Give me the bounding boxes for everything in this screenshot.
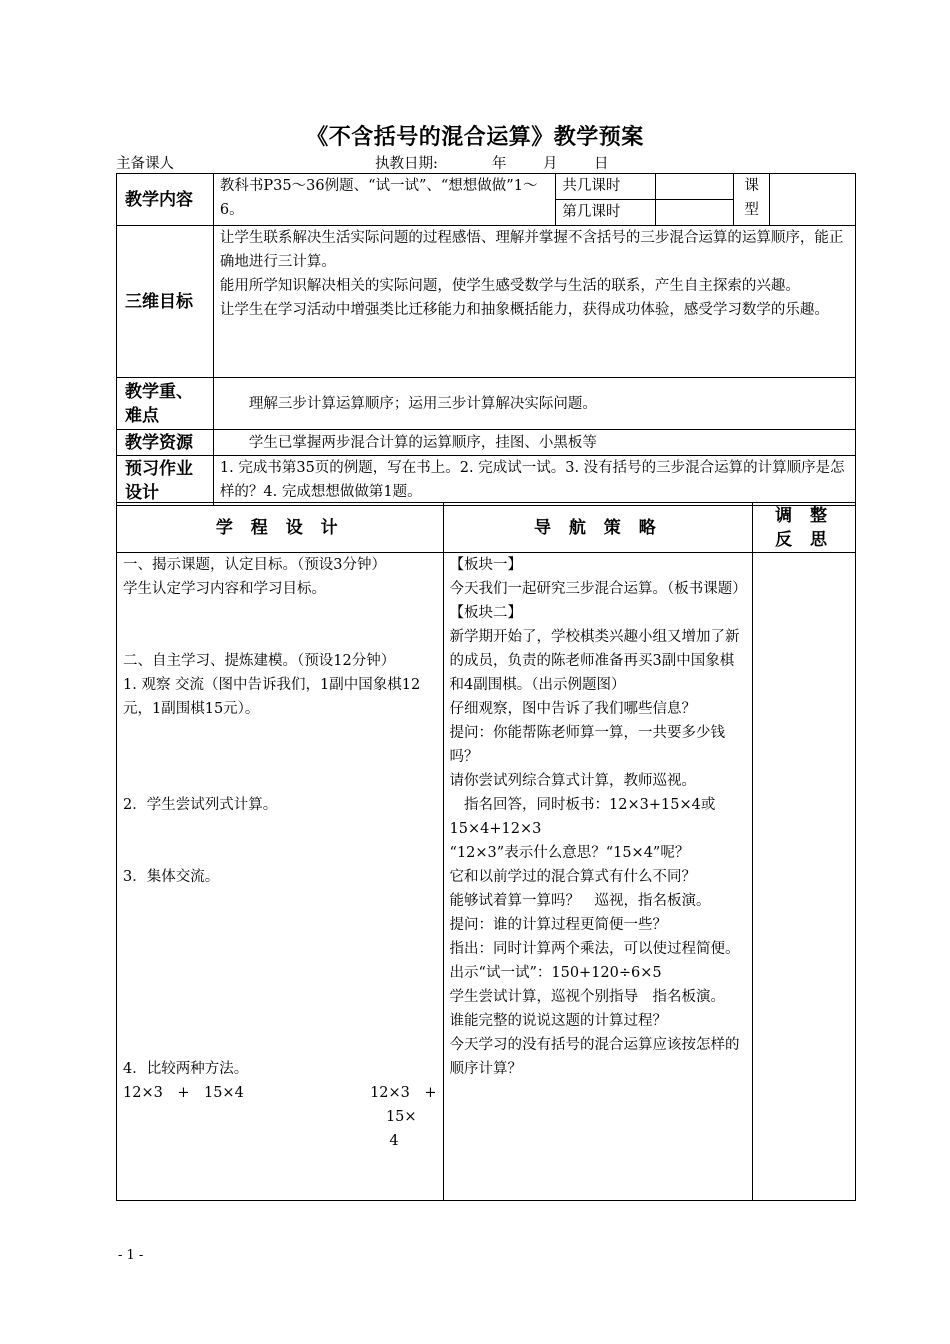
page-title: 《不含括号的混合运算》教学预案	[306, 124, 644, 150]
strategy-line: 【板块一】	[449, 557, 523, 573]
compare-right-3: 4	[389, 1133, 399, 1149]
strategy-line: 指名回答，同时板书：12×3+15×4或15×4+12×3	[449, 797, 716, 837]
key-label: 教学重、难点	[117, 378, 214, 430]
reflection-header-1: 调 整	[775, 505, 834, 526]
goals-label: 三维目标	[117, 226, 214, 378]
strategy-line: 出示“试一试”：150+120÷6×5	[449, 965, 662, 981]
compare-right-2: 15×	[385, 1109, 417, 1125]
process-table	[116, 502, 856, 1201]
col-header-reflection	[753, 503, 856, 553]
reflection-cell	[753, 553, 856, 1201]
page-number: - 1 -	[118, 1248, 144, 1263]
col-header-strategy: 导 航 策 略	[443, 503, 753, 553]
strategy-line: 学生尝试计算，巡视个别指导 指名板演。	[449, 989, 726, 1005]
compare-left: 12×3 + 15×4	[123, 1085, 244, 1101]
strategy-line: 能够试着算一算吗？ 巡视，指名板演。	[449, 893, 711, 909]
strategy-line: 新学期开始了，学校棋类兴趣小组又增加了新的成员，负责的陈老师准备再买3副中国象棋和4副围棋。（出示例题图）	[449, 629, 740, 693]
strategy-line: 今天我们一起研究三步混合运算。（板书课题）	[449, 581, 747, 597]
strategy-line: 仔细观察，图中告诉了我们哪些信息？	[449, 701, 697, 717]
day-label: 日	[594, 156, 609, 172]
strategy-line: 提问：你能帮陈老师算一算，一共要多少钱吗？	[449, 725, 726, 765]
preview-label: 预习作业设计	[117, 456, 214, 506]
strategy-line: 今天学习的没有括号的混合运算应该按怎样的顺序计算？	[449, 1037, 740, 1077]
step-2: 二、自主学习、提炼建模。（预设12分钟）	[123, 653, 396, 669]
period-no-label: 第几课时	[556, 200, 656, 226]
strategy-line: 指出：同时计算两个乘法，可以使过程简便。	[449, 941, 740, 957]
step-1: 一、揭示课题，认定目标。（预设3分钟）	[123, 557, 386, 573]
content-label: 教学内容	[117, 174, 214, 226]
preview-text: 1. 完成书第35页的例题，写在书上。2. 完成试一试。3. 没有括号的三步混合运算的计算顺序是怎样的？4. 完成想想做做第1题。	[213, 456, 855, 506]
reflection-header-2: 反 思	[775, 529, 834, 550]
total-periods-value	[656, 174, 734, 200]
goal-item: 能用所学知识解决相关的实际问题，使学生感受数学与生活的联系，产生自主探索的兴趣。	[219, 278, 800, 294]
step-compare: 4．比较两种方法。	[123, 1061, 249, 1077]
col-header-process: 学 程 设 计	[117, 503, 444, 553]
month-label: 月	[543, 156, 558, 172]
year-label: 年	[492, 156, 507, 172]
step-1-desc: 学生认定学习内容和学习目标。	[123, 581, 326, 597]
preparer-label: 主备课人	[116, 156, 174, 172]
strategy-line: 【板块二】	[449, 605, 523, 621]
lesson-type-label	[734, 174, 770, 226]
strategy-line: 它和以前学过的混合算式有什么不同？	[449, 869, 697, 885]
key-text: 理解三步计算运算顺序；运用三步计算解决实际问题。	[213, 378, 855, 430]
goal-item: 让学生联系解决生活实际问题的过程感悟、理解并掌握不含括号的三步混合运算的运算顺序，能正确地进行三计算。	[219, 230, 844, 270]
lesson-type-value	[770, 174, 856, 226]
resource-label: 教学资源	[117, 430, 214, 456]
step-share: 3．集体交流。	[123, 869, 220, 885]
strategy-line: 提问：谁的计算过程更简便一些？	[449, 917, 668, 933]
lesson-type-char-2: 型	[744, 202, 759, 218]
step-2-observe: 1. 观察 交流（图中告诉我们，1副中国象棋12元，1副围棋15元）。	[123, 677, 421, 717]
date-label: 执教日期:	[375, 156, 438, 172]
goal-item: 让学生在学习活动中增强类比迁移能力和抽象概括能力，获得成功体验，感受学习数学的乐趣。	[219, 302, 829, 318]
info-table	[116, 173, 856, 506]
period-no-value	[656, 200, 734, 226]
resource-text: 学生已掌握两步混合计算的运算顺序，挂图、小黑板等	[213, 430, 855, 456]
strategy-line: 谁能完整的说说这题的计算过程？	[449, 1013, 668, 1029]
strategy-line: 请你尝试列综合算式计算，教师巡视。	[449, 773, 697, 789]
lesson-type-char-1: 课	[744, 178, 759, 194]
strategy-line: “12×3”表示什么意思？“15×4”呢？	[449, 845, 690, 861]
compare-row	[123, 1081, 437, 1105]
process-cell	[117, 553, 444, 1201]
compare-right-1: 12×3 +	[370, 1085, 437, 1101]
strategy-cell	[443, 553, 753, 1201]
step-try: 2．学生尝试列式计算。	[123, 797, 278, 813]
goals-cell	[213, 226, 855, 378]
total-periods-label: 共几课时	[556, 174, 656, 200]
content-text: 教科书P35～36例题、“试一试”、“想想做做”1～6。	[213, 174, 555, 226]
